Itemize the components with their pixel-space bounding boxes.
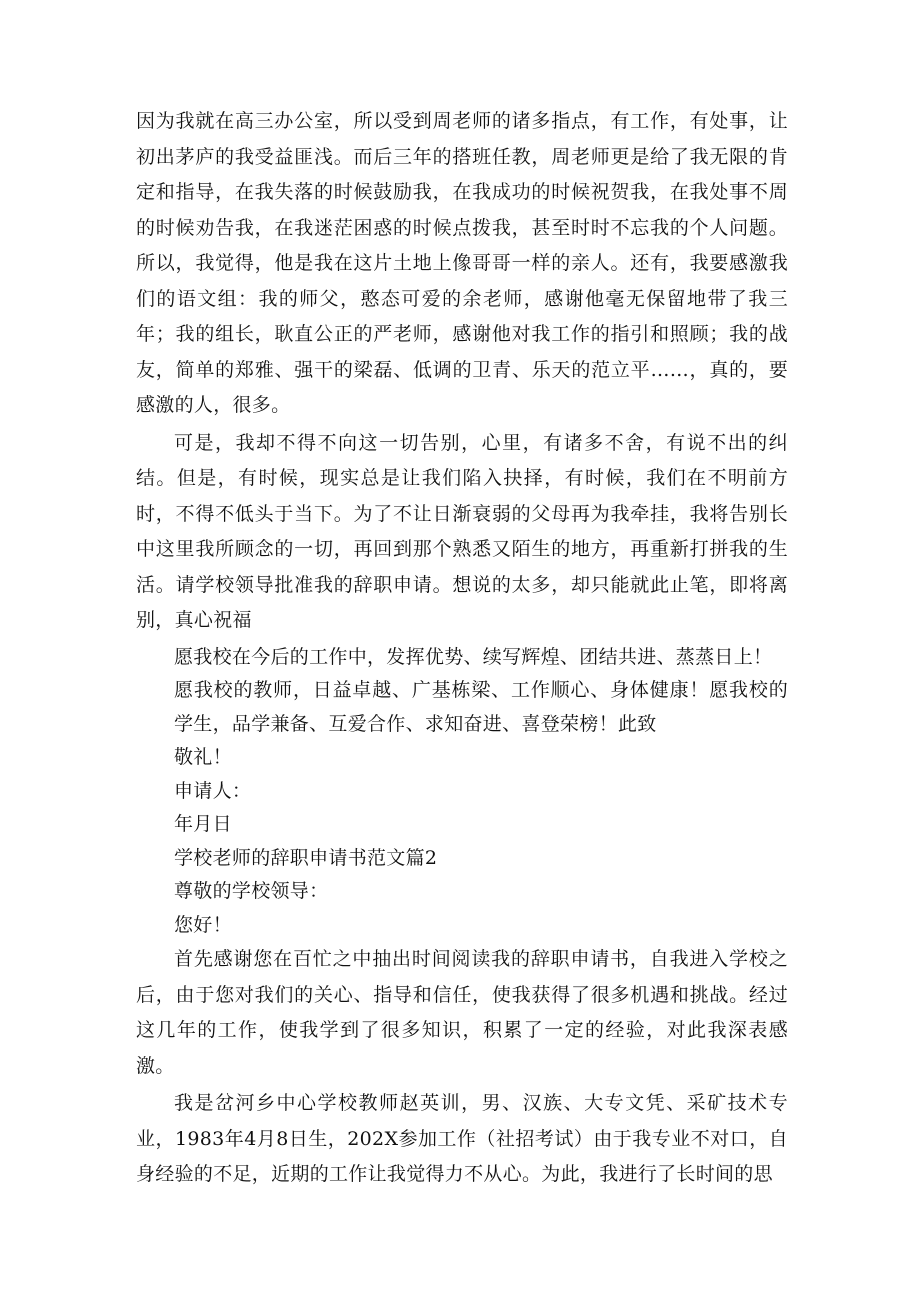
date-line: 年月日 <box>174 813 232 835</box>
applicant-line: 申请人： <box>174 779 252 802</box>
wish-line-1: 愿我校在今后的工作中，发挥优势、续写辉煌、团结共进、蒸蒸日上！ <box>174 645 773 668</box>
body-paragraph-3: 首先感谢您在百忙之中抽出时间阅读我的辞职申请书，自我进入学校之后，由于您对我们的关心、指导和信任，使我获得了很多机遇和挑战。经过这几年的工作，使我学到了很多知识，积累了一定的经验，对此我深表感激。 <box>136 948 788 1077</box>
document-page <box>136 104 788 1193</box>
body-paragraph-4: 我是岔河乡中心学校教师赵英训，男、汉族、大专文凭、采矿技术专业，1983年4月8日生，202X参加工作（社招考试）由于我专业不对口，自身经验的不足，近期的工作让我觉得力不从心。为此，我进行了长时间的思 <box>136 1092 788 1185</box>
body-paragraph-1: 因为我就在高三办公室，所以受到周老师的诸多指点，有工作，有处事，让初出茅庐的我受益匪浅。而后三年的搭班任教，周老师更是给了我无限的肯定和指导，在我失落的时候鼓励我，在我成功的时候祝贺我，在我处事不周的时候劝告我，在我迷茫困惑的时候点拨我，甚至时时不忘我的个人问题。所以，我觉得，他是我在这片土地上像哥哥一样的亲人。还有，我要感激我们的语文组：我的师父，憨态可爱的余老师，感谢他毫无保留地带了我三年；我的组长，耿直公正的严老师，感谢他对我工作的指引和照顾；我的战友，简单的郑雅、强干的梁磊、低调的卫青、乐天的范立平……，真的，要感激的人，很多。 <box>136 110 788 416</box>
greeting-addressee: 尊敬的学校领导： <box>174 880 329 902</box>
wish-line-2: 愿我校的教师，日益卓越、广基栋梁、工作顺心、身体健康！愿我校的学生，品学兼备、互爱合作、求知奋进、喜登荣榜！此致 <box>174 679 788 735</box>
salute-line: 敬礼！ <box>174 746 232 768</box>
section-title: 学校老师的辞职申请书范文篇2 <box>174 846 438 869</box>
wishes-block <box>136 641 788 742</box>
greeting-hello: 您好！ <box>174 913 232 936</box>
body-paragraph-2: 可是，我却不得不向这一切告别，心里，有诸多不舍，有说不出的纠结。但是，有时候，现实总是让我们陷入抉择，有时候，我们在不明前方时，不得不低头于当下。为了不让日渐衰弱的父母再为我牵挂，我将告别长中这里我所顾念的一切，再回到那个熟悉又陌生的地方，再重新打拼我的生活。请学校领导批准我的辞职申请。想说的太多，却只能就此止笔，即将离别，真心祝福 <box>136 431 788 631</box>
